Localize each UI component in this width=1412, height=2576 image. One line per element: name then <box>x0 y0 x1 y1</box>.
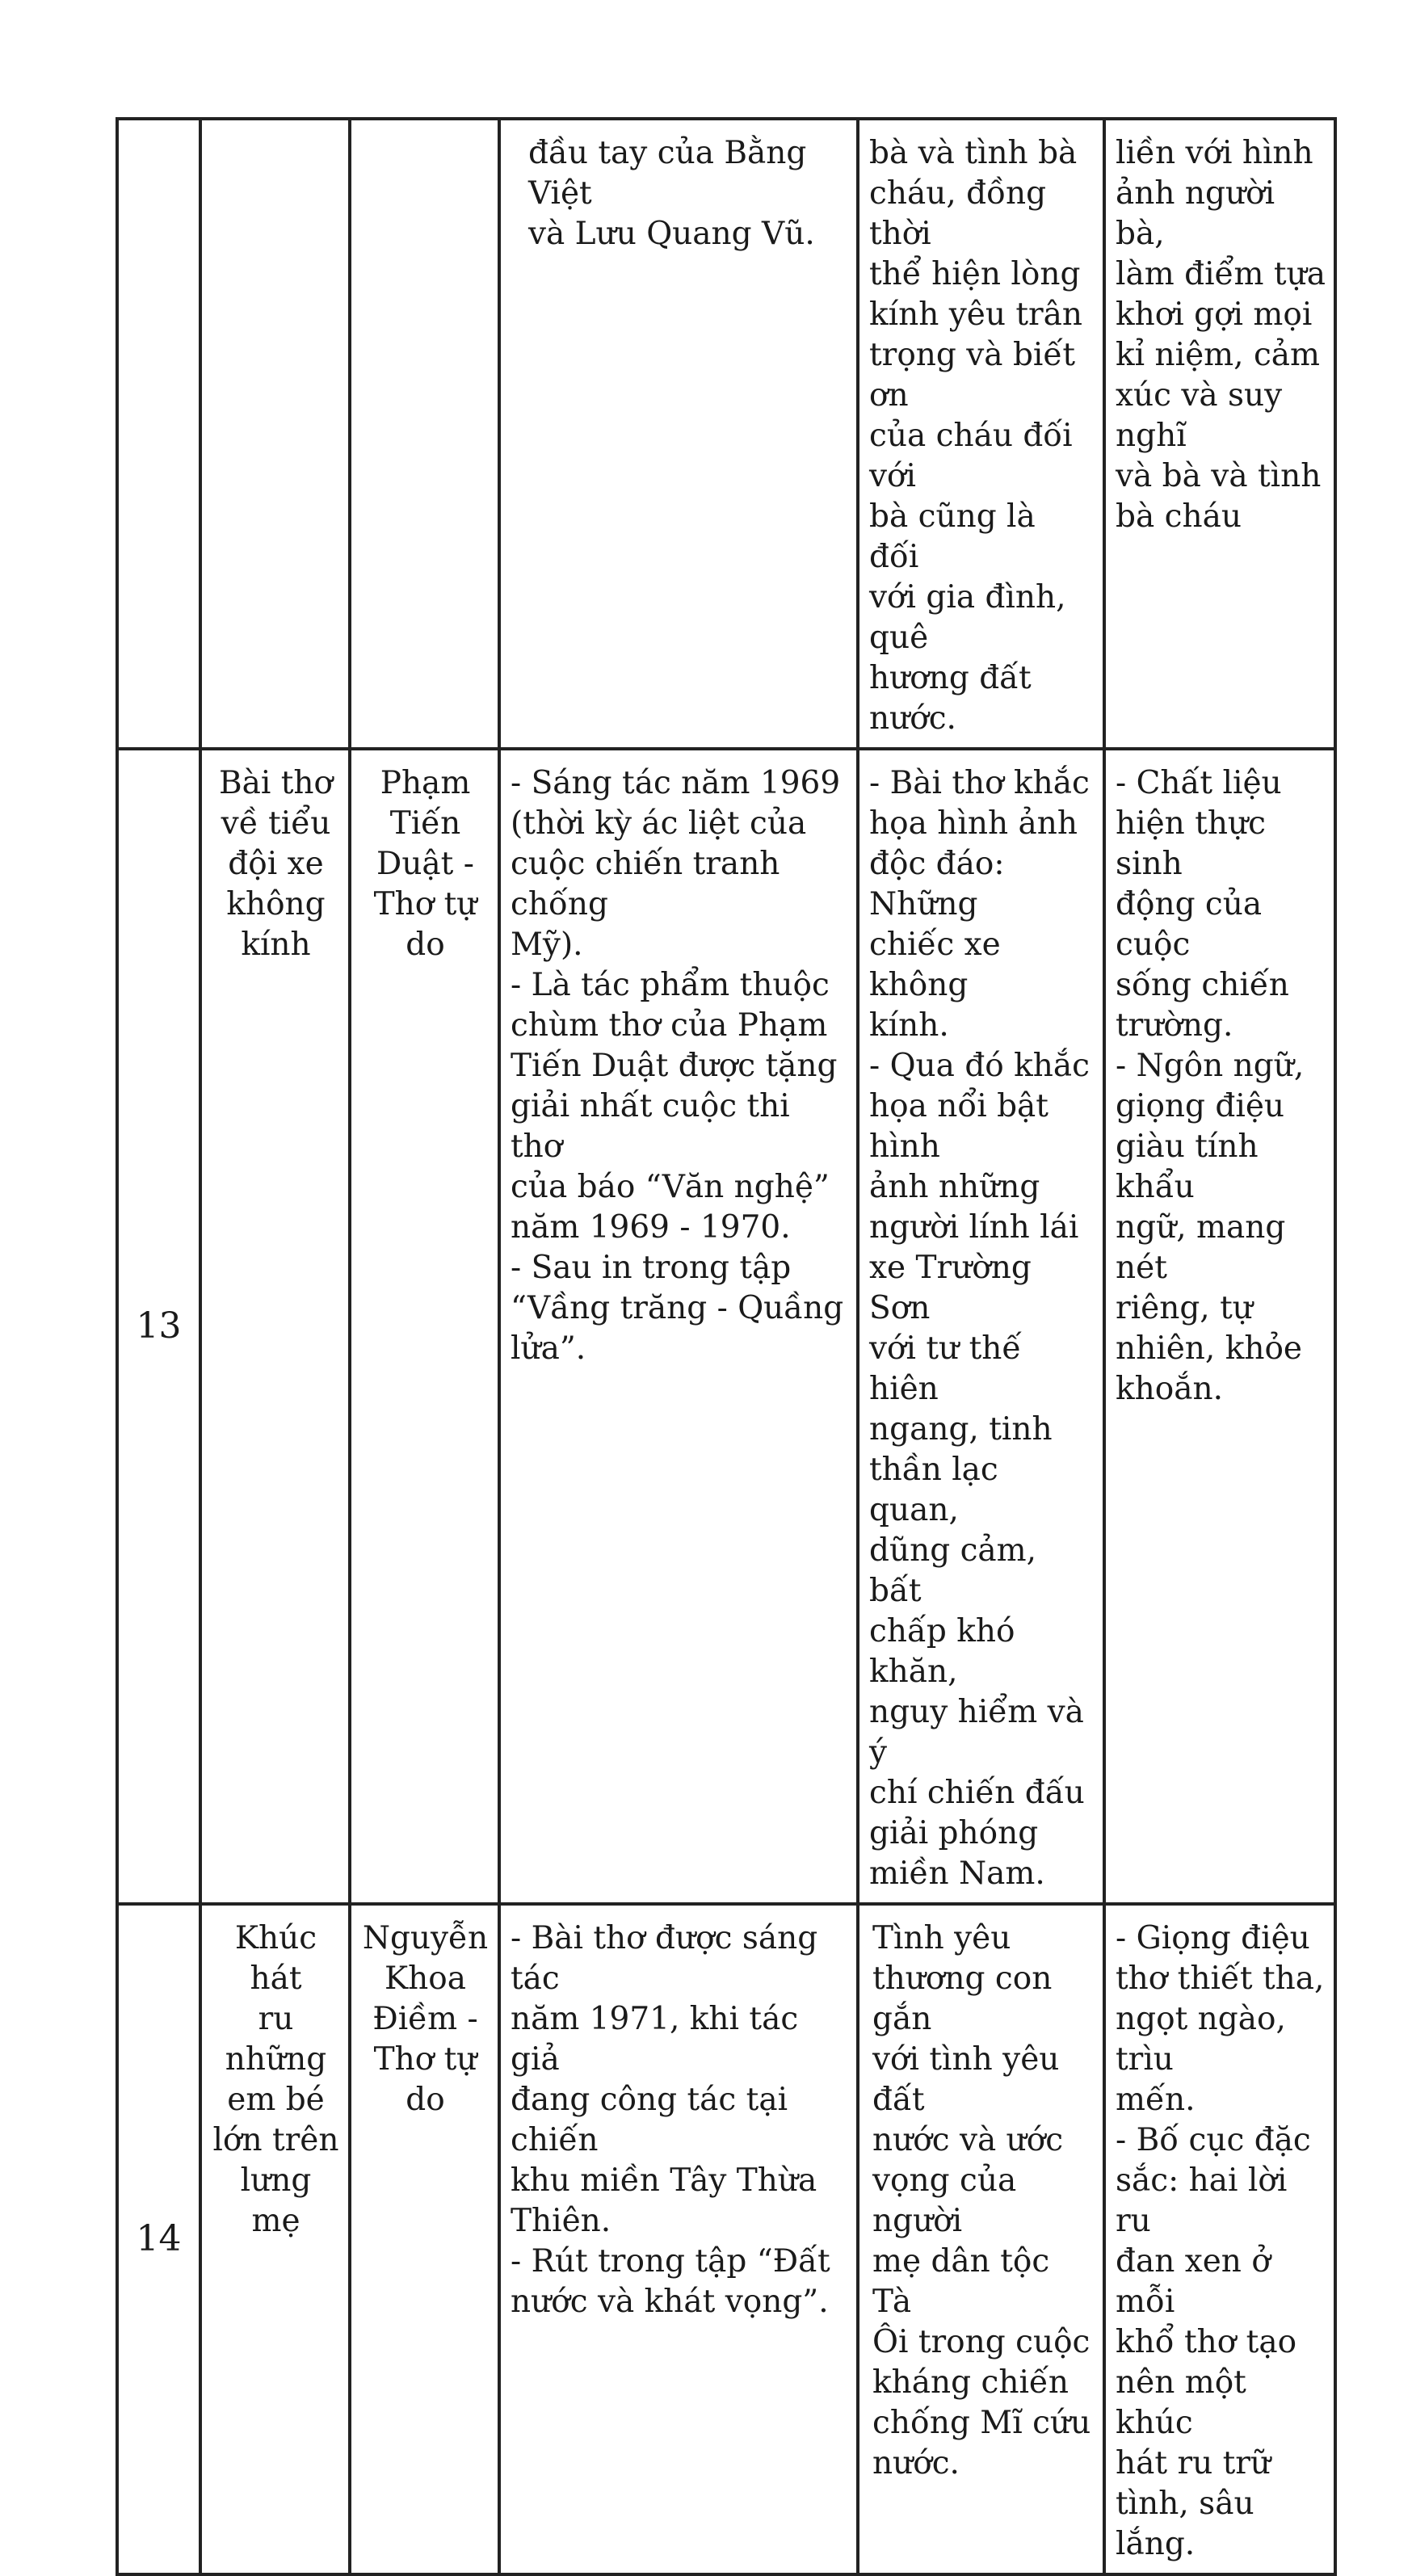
table-row <box>117 119 1335 749</box>
work-context: đầu tay của Bằng Việt và Lưu Quang Vũ. <box>499 119 858 749</box>
work-author <box>350 119 499 749</box>
work-art: - Chất liệu hiện thực sinh động của cuộc sống chiến trường. - Ngôn ngữ, giọng điệu giàu tính khẩu ngữ, mang nét riêng, tự nhiên, khỏe khoắn. <box>1104 749 1335 1904</box>
work-art: liền với hình ảnh người bà, làm điểm tựa khơi gợi mọi kỉ niệm, cảm xúc và suy nghĩ và bà và tình bà cháu <box>1104 119 1335 749</box>
table-row <box>117 749 1335 1904</box>
work-title: Bài thơ về tiểu đội xe không kính <box>200 749 350 1904</box>
literature-table <box>116 117 1337 2576</box>
work-content: Tình yêu thương con gắn với tình yêu đất nước và ước vọng của người mẹ dân tộc Tà Ôi trong cuộc kháng chiến chống Mĩ cứu nước. <box>858 1904 1104 2574</box>
work-art: - Giọng điệu thơ thiết tha, ngọt ngào, trìu mến. - Bố cục đặc sắc: hai lời ru đan xen ở mỗi khổ thơ tạo nên một khúc hát ru trữ tình, sâu lắng. <box>1104 1904 1335 2574</box>
row-number <box>117 119 200 749</box>
table-row <box>117 1904 1335 2574</box>
work-author: Phạm Tiến Duật - Thơ tự do <box>350 749 499 1904</box>
work-context: - Sáng tác năm 1969 (thời kỳ ác liệt của cuộc chiến tranh chống Mỹ). - Là tác phẩm thuộc chùm thơ của Phạm Tiến Duật được tặng giải nhất cuộc thi thơ của báo “Văn nghệ” năm 1969 - 1970. - Sau in trong tập “Vầng trăng - Quầng lửa”. <box>499 749 858 1904</box>
work-content: bà và tình bà cháu, đồng thời thể hiện lòng kính yêu trân trọng và biết ơn của cháu đối với bà cũng là đối với gia đình, quê hương đất nước. <box>858 119 1104 749</box>
work-title <box>200 119 350 749</box>
row-number: 13 <box>117 749 200 1904</box>
work-content: - Bài thơ khắc họa hình ảnh độc đáo: Những chiếc xe không kính. - Qua đó khắc họa nổi bật hình ảnh những người lính lái xe Trường Sơn với tư thế hiên ngang, tinh thần lạc quan, dũng cảm, bất chấp khó khăn, nguy hiểm và ý chí chiến đấu giải phóng miền Nam. <box>858 749 1104 1904</box>
work-title: Khúc hát ru những em bé lớn trên lưng mẹ <box>200 1904 350 2574</box>
work-context: - Bài thơ được sáng tác năm 1971, khi tác giả đang công tác tại chiến khu miền Tây Thừa Thiên. - Rút trong tập “Đất nước và khát vọng”. <box>499 1904 858 2574</box>
work-author: Nguyễn Khoa Điềm - Thơ tự do <box>350 1904 499 2574</box>
row-number: 14 <box>117 1904 200 2574</box>
